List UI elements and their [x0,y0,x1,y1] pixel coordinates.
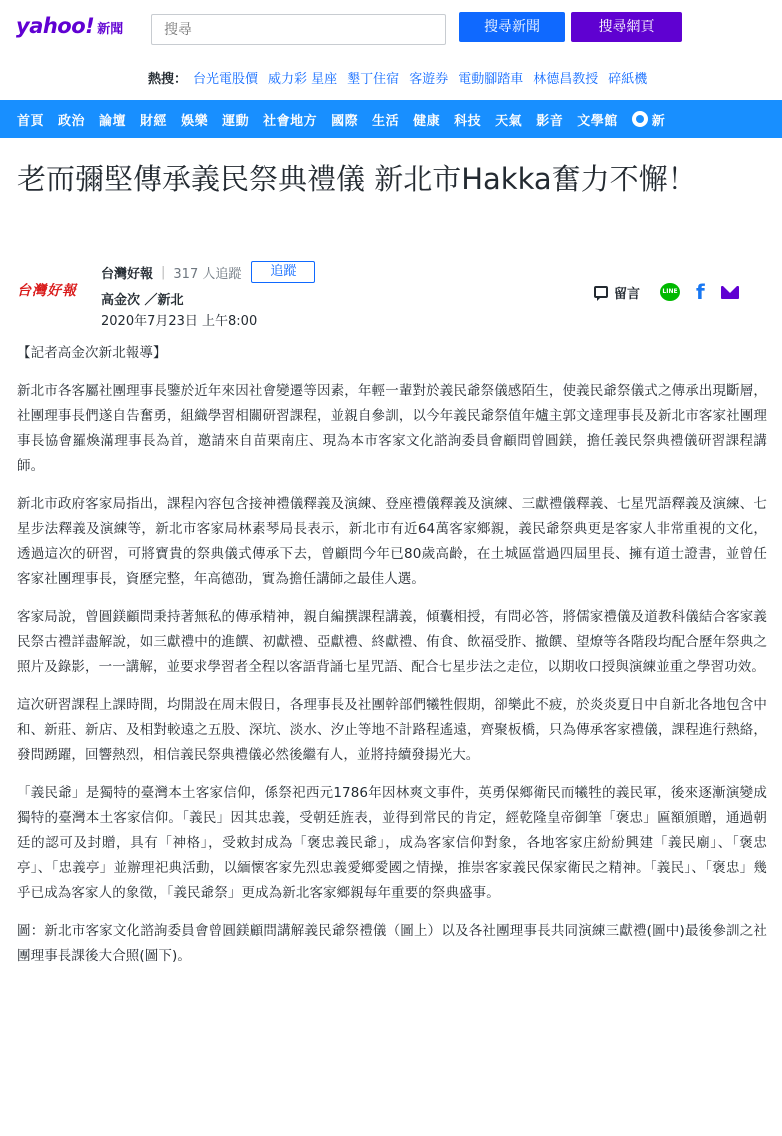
trending-item[interactable]: 電動腳踏車 [458,72,524,87]
divider: | [161,264,166,280]
article-paragraph: 「義民爺」是獨特的臺灣本土客家信仰，係祭祀西元1786年因林爽文事件，英勇保鄉衛民而犧牲的義民軍，後來逐漸演變成獨特的臺灣本土客家信仰。「義民」因其忠義，受朝廷旌表，並得到常民的肯定，經乾隆皇帝御筆「褒忠」匾額頒贈，通過朝廷的認可及封贈，具有「神格」，受敕封成為「褒忠義民爺」，成為客家信仰對象，各地客家庄紛紛興建「義民廟」、「褒忠亭」、「忠義亭」並辦理祀典活動，以緬懷客家先烈忠義愛鄉愛國之情操，推崇客家義民保家衛民之精神。「義民」、「褒忠」幾乎已成為客家人的象徵，「義民爺祭」更成為新北客家鄉親每年重要的祭典盛事。 [17,785,767,901]
trending-item[interactable]: 碎紙機 [608,72,648,87]
trending-item[interactable]: 威力彩 星座 [268,72,338,87]
search-news-button[interactable]: 搜尋新聞 [459,12,565,42]
search-web-button[interactable]: 搜尋網頁 [571,12,682,42]
nav-item-international[interactable]: 國際 [331,113,359,129]
publish-datetime: 2020年7月23日 上午8:00 [101,314,258,329]
search-input[interactable] [152,15,445,44]
mail-share-icon[interactable] [721,286,739,299]
nav-item-life[interactable]: 生活 [372,113,400,129]
article-paragraph: 客家局說，曾圓鎂顧問秉持著無私的傳承精神，親自編撰課程講義，傾囊相授，有問必答，將儒家禮儀及道教科儀結合客家義民祭古禮詳盡解說，如三獻禮中的進饌、初獻禮、亞獻禮、終獻禮、侑食、飲福受胙、撤饌、望燎等各階段均配合歷年祭典之照片及錄影，一一講解，並要求學習者全程以客語背誦七星咒語、配合七星步法之走位，以期收口授與演練並重之學習功效。 [17,609,767,675]
nav-item-health[interactable]: 健康 [413,113,441,129]
nav-item-home[interactable]: 首頁 [17,113,45,129]
logo-main-text: yahoo! [16,14,95,38]
search-box [151,14,446,45]
article-meta [101,261,315,329]
article-body [17,341,767,982]
nav-item-finance[interactable]: 財經 [140,113,168,129]
nav-item-entertainment[interactable]: 娛樂 [181,113,209,129]
trending-searches [148,68,657,87]
article-paragraph: 新北市政府客家局指出，課程內容包含接神禮儀釋義及演練、登座禮儀釋義及演練、三獻禮儀釋義、七星咒語釋義及演練、七星步法釋義及演練等，新北市客家局林素琴局長表示，新北市有近64萬客家鄉親，義民爺祭典更是客家人非常重視的文化，透過這次的研習，可將寶貴的祭典儀式傳承下去，曾顧問今年已80歲高齡，在土城區當過四屆里長、擁有道士證書，並曾任客家社團理事長，資歷完整，年高德劭，實為擔任講師之最佳人選。 [17,496,767,587]
share-actions [594,282,739,302]
trending-label: 熱搜： [148,72,188,87]
follower-count: 317 人追蹤 [173,266,242,282]
nav-item-literature[interactable]: 文學館 [577,113,618,129]
trending-item[interactable]: 墾丁住宿 [347,72,400,87]
article-paragraph: 【記者高金次新北報導】 [17,345,167,361]
comment-button[interactable] [594,283,640,302]
line-share-icon[interactable]: LINE [660,283,680,301]
article-paragraph: 新北市各客屬社團理事長鑒於近年來因社會變遷等因素，年輕一輩對於義民爺祭儀感陌生，使義民爺祭儀式之傳承出現斷層，社團理事長們遂自告奮勇，組織學習相關研習課程，並親自參訓，以今年義民爺祭值年爐主郭文達理事長及新北市客家社團理事長協會羅煥滿理事長為首，邀請來自苗栗南庄、現為本市客家文化諮詢委員會顧問曾圓鎂，擔任義民祭典禮儀研習課程講師。 [17,383,767,474]
nav-item-forum[interactable]: 論壇 [99,113,127,129]
nav-item-sports[interactable]: 運動 [222,113,250,129]
logo-sub-text: 新聞 [97,22,124,37]
trending-item[interactable]: 林德昌教授 [533,72,599,87]
nav-item-society[interactable]: 社會地方 [263,113,318,129]
nav-item-video[interactable]: 影音 [536,113,564,129]
trending-item[interactable]: 客遊券 [409,72,449,87]
category-nav [0,100,782,138]
comment-icon [594,286,608,298]
article-paragraph: 這次研習課程上課時間，均開設在周末假日，各理事長及社團幹部們犧牲假期，卻樂此不疲，於炎炎夏日中自新北各地包含中和、新莊、新店、及相對較遠之五股、深坑、淡水、汐止等地不計路程遙遠，齊聚板橋，只為傳承客家禮儀，課程進行熱絡，發問踴躍，回響熱烈，相信義民祭典禮儀必然後繼有人，並將持續發揚光大。 [17,697,767,763]
follow-button[interactable]: 追蹤 [251,261,315,283]
trending-item[interactable]: 台光電股價 [193,72,259,87]
nav-item-politics[interactable]: 政治 [58,113,86,129]
nav-item-more[interactable]: 新 [651,113,666,129]
site-header [0,0,782,100]
author-name: 高金次 ／新北 [101,293,184,308]
article-title: 老而彌堅傳承義民祭典禮儀 新北市Hakka奮力不懈！ [17,162,697,196]
facebook-share-icon[interactable]: f [696,280,705,304]
nav-item-weather[interactable]: 天氣 [495,113,523,129]
globe-icon[interactable] [632,111,648,127]
article-paragraph: 圖：新北市客家文化諮詢委員會曾圓鎂顧問講解義民爺祭禮儀（圖上）以及各社團理事長共同演練三獻禮(圖中)最後參訓之社團理事長課後大合照(圖下)。 [17,923,767,964]
publisher-logo[interactable]: 台灣好報 [17,283,77,299]
nav-item-tech[interactable]: 科技 [454,113,482,129]
yahoo-news-logo[interactable] [16,14,123,42]
comment-label: 留言 [614,286,641,302]
publisher-name[interactable]: 台灣好報 [101,266,154,282]
